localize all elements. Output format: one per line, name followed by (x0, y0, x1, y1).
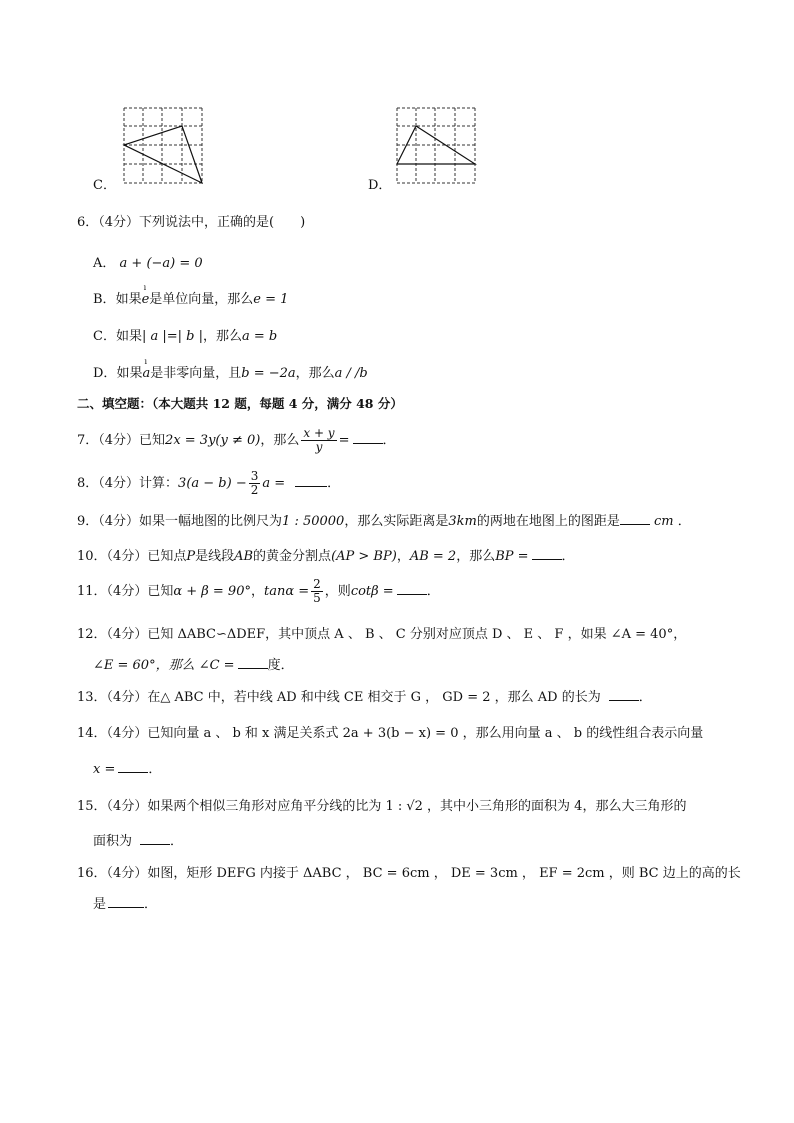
q11-cond1: α + β = 90° (173, 584, 251, 599)
q9-end: ． (677, 514, 691, 529)
q11 (77, 578, 440, 605)
q10-p: P (186, 549, 196, 564)
q16-line2 (93, 893, 157, 912)
q7-frac-den: y (315, 440, 323, 454)
q12-line1: 12．（4分）已知 ΔABC∽ΔDEF，其中顶点 A 、 B 、 C 分别对应顶点 D 、 E 、 F ，如果 ∠A = 40°， (77, 627, 687, 642)
q13-end: ． (638, 690, 652, 705)
option-c-label: C． (93, 178, 116, 193)
q9-unit: cm (653, 514, 674, 529)
q7-post: = (338, 433, 350, 448)
q8-fraction (249, 470, 261, 497)
q6-d-mid: 是非零向量，且 (150, 366, 242, 381)
triangle-c (124, 126, 202, 183)
q12-line2-pre: ∠E = 60°，那么 ∠C = (93, 658, 235, 673)
q11-pre: 11．（4分）已知 (77, 584, 174, 599)
q10-pre: 10．（4分）已知点 (77, 549, 187, 564)
q16-answer-blank (108, 895, 144, 908)
q12-answer-blank (238, 656, 268, 669)
q9-mid: ，那么实际距离是 (344, 514, 449, 529)
q6-c-math2: a = b (242, 329, 278, 344)
q10-ab2: AB = 2 (409, 549, 457, 564)
q11-frac-den: 5 (313, 591, 321, 605)
q7-mid: ，那么 (260, 433, 300, 448)
q15-end: ． (170, 834, 184, 849)
q10-cond: (AP > BP) (331, 549, 397, 564)
q6-b-mid: 是单位向量，那么 (149, 292, 254, 307)
q8-expr1: 3(a − b) − (178, 476, 247, 491)
q11-fraction (311, 578, 323, 605)
q6-a-label: A． (93, 256, 116, 271)
q10-end: ． (561, 549, 575, 564)
q14-line2-pre: x = (93, 762, 116, 777)
q9-pre: 9．（4分）如果一幅地图的比例尺为 (77, 514, 283, 529)
q9-dist: 3km (448, 514, 477, 529)
q9 (77, 510, 691, 529)
q10-ab: AB (234, 549, 254, 564)
q11-frac-num: 2 (313, 577, 321, 591)
q6-d-a: ı a (142, 366, 150, 381)
q10-sep: ， (396, 549, 410, 564)
q15-answer-blank (140, 832, 170, 845)
q7-fraction (301, 427, 336, 454)
q11-mid: ，则 (324, 584, 351, 599)
q8-frac-num: 3 (250, 469, 259, 483)
q11-cot: cotβ = (350, 584, 394, 599)
q8-pre: 8．（4分）计算： (77, 476, 179, 491)
q10 (77, 545, 575, 564)
q6-c-math1: | a |=| b | (141, 329, 203, 344)
q10-mid: 是线段 (195, 549, 235, 564)
q9-ratio: 1 : 50000 (282, 514, 345, 529)
q6-stem: 6．（4分）下列说法中，正确的是( ) (77, 215, 306, 230)
q13 (77, 686, 652, 705)
q16-line2-pre: 是 (93, 897, 107, 912)
q6-option-d (93, 362, 368, 381)
q6-d-math1: b = −2a (241, 366, 296, 381)
q6-c-pre: 如果 (115, 329, 142, 344)
q7-frac-num: x + y (303, 426, 335, 440)
q6-option-c (93, 325, 277, 344)
q7-pre: 7．（4分）已知 (77, 433, 166, 448)
q14-answer-blank (118, 760, 148, 773)
q15-line2 (93, 830, 183, 849)
q8-end: ． (327, 476, 341, 491)
q11-answer-blank (397, 582, 427, 595)
q14-line1: 14．（4分）已知向量 a 、 b 和 x 满足关系式 2a + 3(b − x) = 0 ，那么用向量 a 、 b 的线性组合表示向量 (77, 726, 704, 741)
section-2-title: 二、填空题：（本大题共 12 题，每题 4 分，满分 48 分） (77, 396, 403, 411)
q6-a-math: a + (−a) = 0 (119, 256, 203, 271)
q8-answer-blank (295, 474, 327, 487)
q7 (77, 427, 396, 454)
q6-c-mid: ，那么 (202, 329, 242, 344)
q6-d-pre: 如果 (116, 366, 143, 381)
q9-answer-blank (620, 512, 650, 525)
q9-mid2: 的两地在地图上的图距是 (476, 514, 620, 529)
q6-b-e: ı e (142, 292, 150, 307)
q11-end: ． (426, 584, 440, 599)
q7-answer-blank (353, 431, 383, 444)
q6-option-a (93, 252, 203, 271)
q12-line2 (93, 654, 294, 673)
q6-b-pre: 如果 (115, 292, 142, 307)
q13-answer-blank (609, 688, 639, 701)
q6-option-b (93, 288, 288, 307)
q8-frac-den: 2 (250, 483, 259, 497)
option-d-label: D． (368, 178, 392, 193)
q16-line1: 16．（4分）如图，矩形 DEFG 内接于 ΔABC ， BC = 6cm ， DE = 3cm ， EF = 2cm ，则 BC 边上的高的长 (77, 866, 741, 881)
q10-mid2: 的黄金分割点 (253, 549, 332, 564)
q13-text: 13．（4分）在△ ABC 中，若中线 AD 和中线 CE 相交于 G ， GD = 2 ，那么 AD 的长为 (77, 690, 601, 705)
q10-answer-blank (532, 547, 562, 560)
q8 (77, 470, 340, 497)
q15-line1: 15．（4分）如果两个相似三角形对应角平分线的比为 1 : √2 ，其中小三角形的面积为 4，那么大三角形的 (77, 799, 687, 814)
q7-cond: 2x = 3y(y ≠ 0) (165, 433, 261, 448)
q11-tan: tanα = (264, 584, 310, 599)
q6-d-mid2: ，那么 (295, 366, 335, 381)
q14-end: ． (148, 762, 162, 777)
q6-b-label: B． (93, 292, 116, 307)
q6-d-label: D． (93, 366, 117, 381)
figure-c-grid (122, 106, 204, 186)
q10-mid3: ，那么 (456, 549, 496, 564)
q7-end: ． (382, 433, 396, 448)
q10-bp: BP = (495, 549, 529, 564)
q15-line2-pre: 面积为 (93, 834, 133, 849)
q8-expr2: a = (262, 476, 286, 491)
q6-b-math: e = 1 (253, 292, 289, 307)
q11-sep: ， (250, 584, 264, 599)
q14-line2 (93, 758, 161, 777)
q6-d-math2: a / /b (334, 366, 368, 381)
figure-d-grid (395, 106, 477, 186)
q16-end: ． (144, 897, 158, 912)
q12-line2-post: 度． (267, 658, 294, 673)
q6-c-label: C． (93, 329, 116, 344)
